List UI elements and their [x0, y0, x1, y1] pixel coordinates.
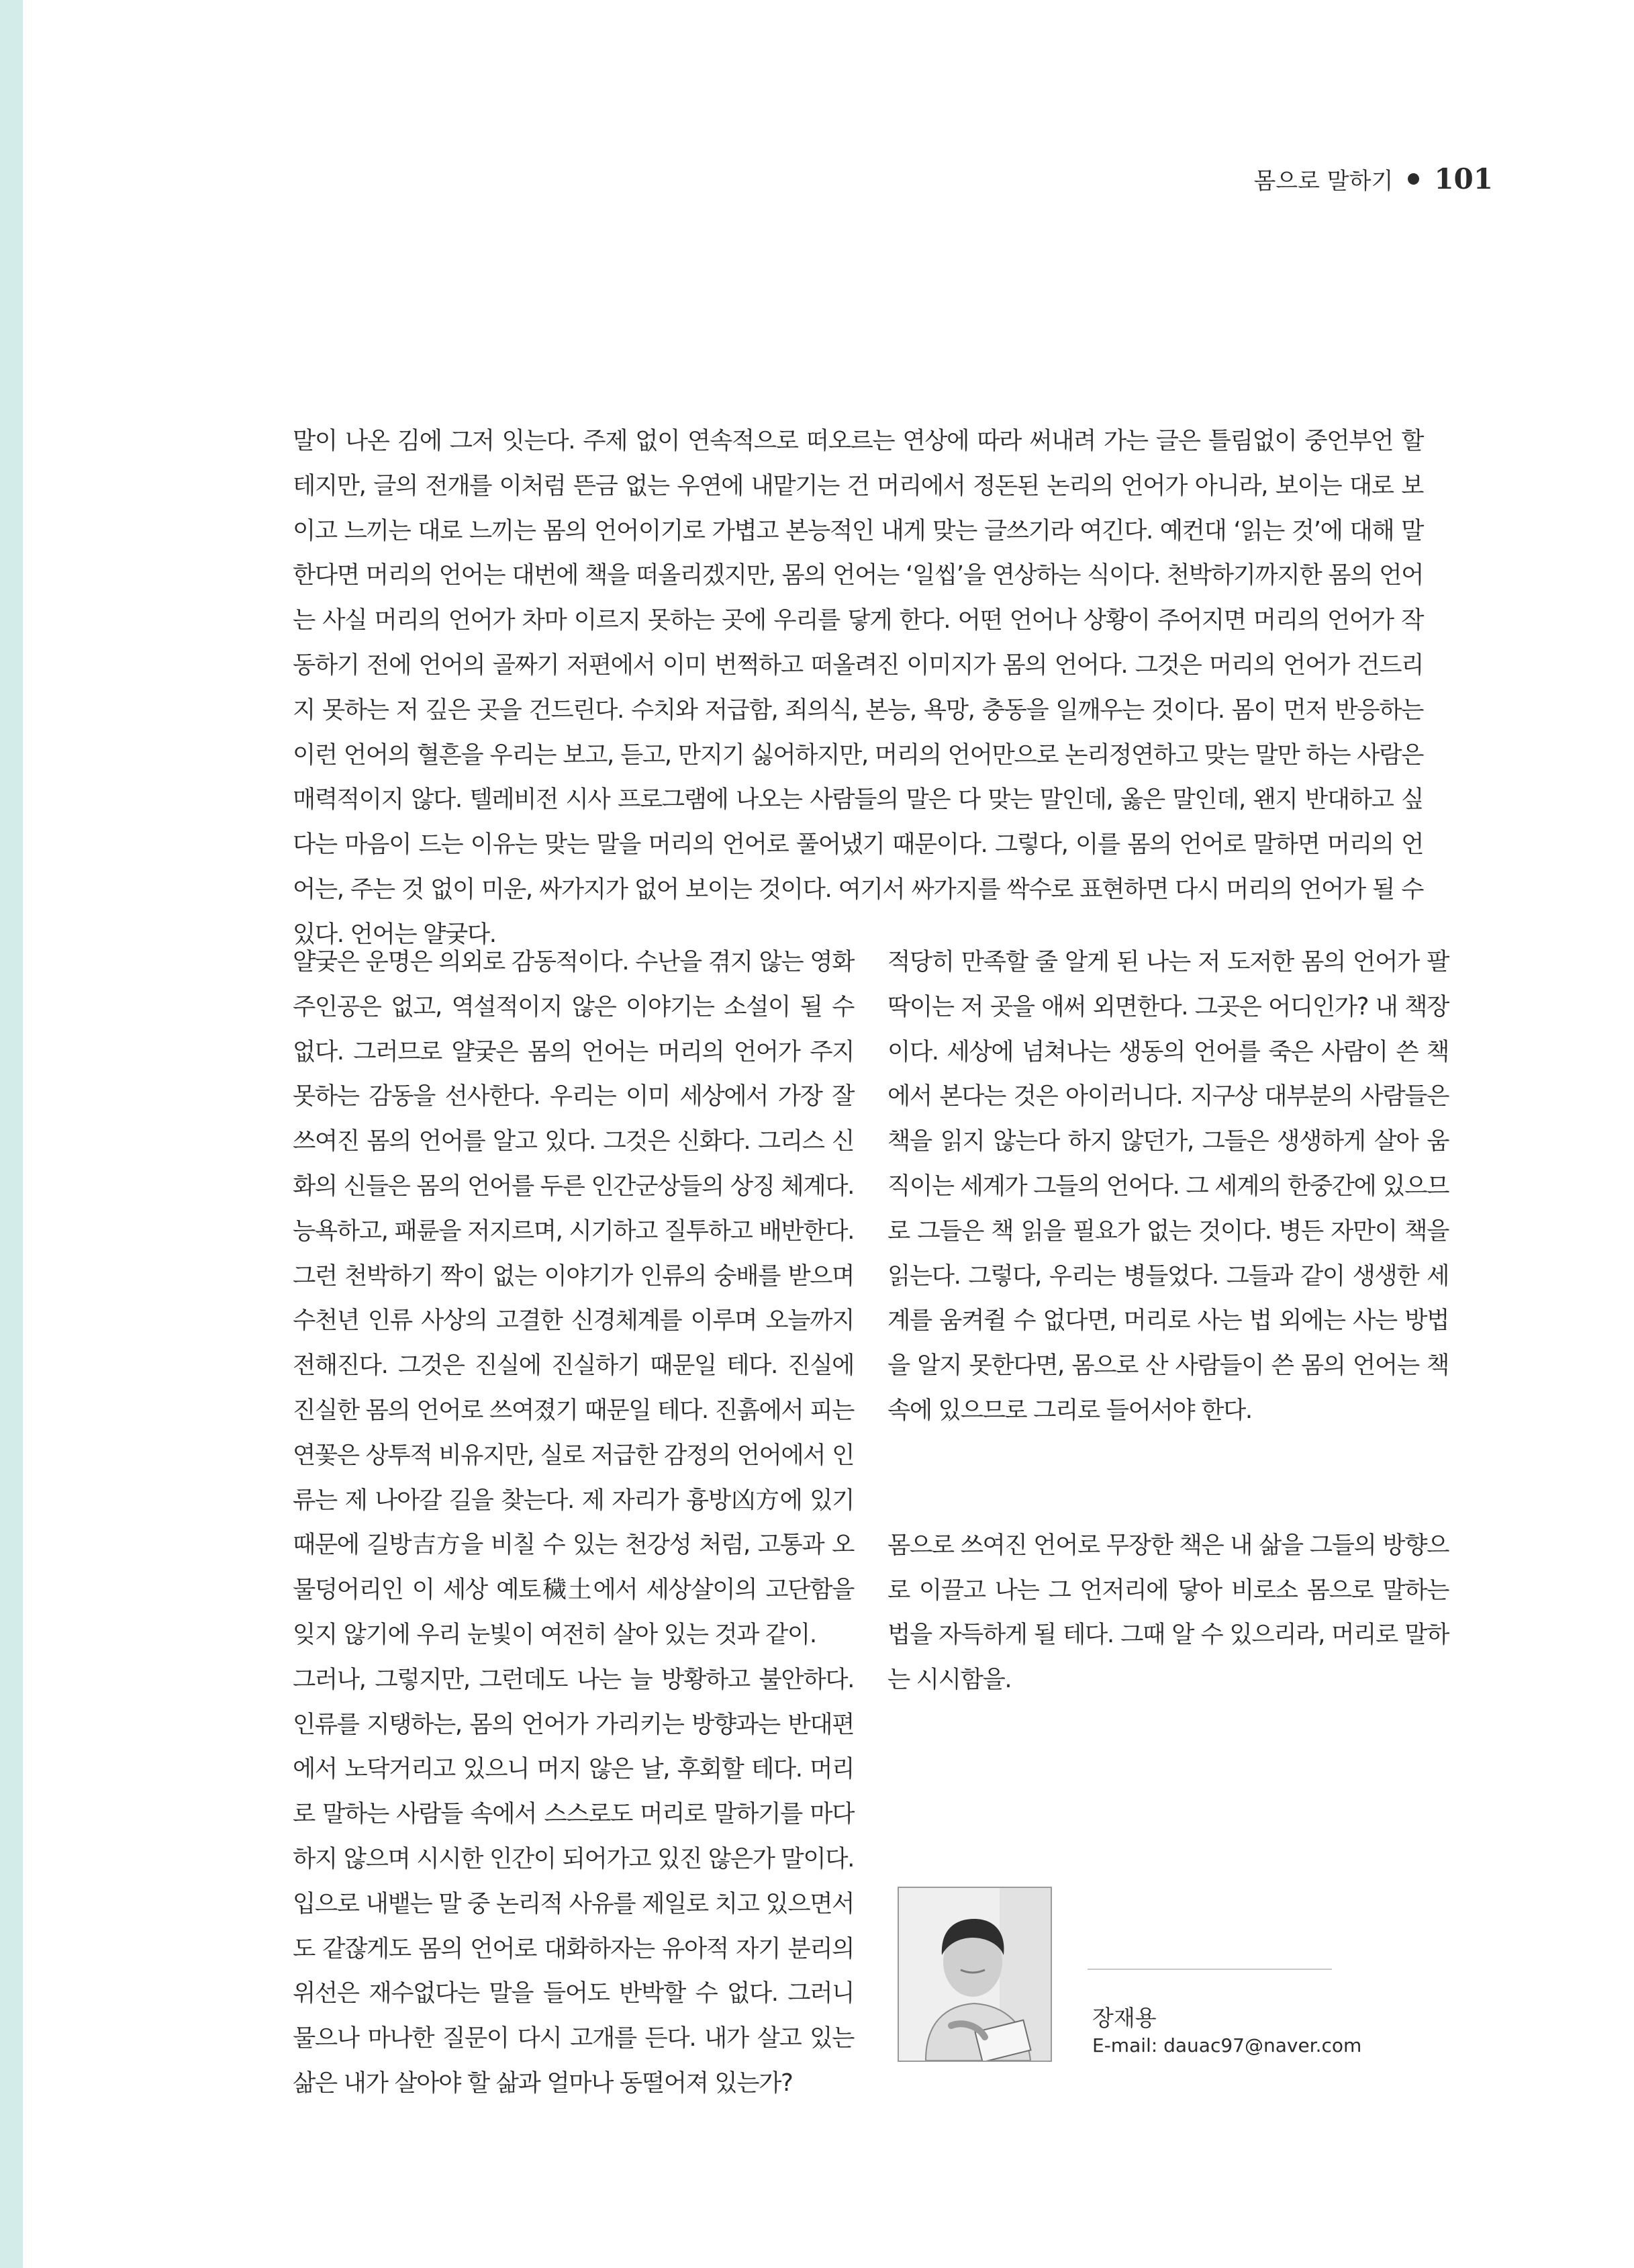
right-column — [887, 940, 1449, 1703]
page-number: 101 — [1434, 162, 1493, 195]
author-portrait-icon — [899, 1888, 1051, 2061]
left-column — [293, 940, 854, 2106]
running-header — [1253, 158, 1493, 199]
running-title: 몸으로 말하기 — [1253, 167, 1394, 195]
author-photo — [898, 1887, 1052, 2062]
left-paragraph-2: 그러나, 그렇지만, 그런데도 나는 늘 방황하고 불안하다. 인류를 지탱하는, 몸의 언어가 가리키는 방향과는 반대편에서 노닥거리고 있으니 머지 않은 날, 후회할 테다. 머리로 말하는 사람들 속에서 스스로도 머리로 말하기를 마다하지 않으며 시시한 인간이 되어가고 있진 않은가 말이다. 입으로 내뱉는 말 중 논리적 사유를 제일로 치고 있으면서도 같잖게도 몸의 언어로 대화하자는 유아적 자기 분리의 위선은 재수없다는 말을 들어도 반박할 수 없다. 그러니 물으나 마나한 질문이 다시 고개를 든다. 내가 살고 있는 삶은 내가 살아야 할 삶과 얼마나 동떨어져 있는가? — [293, 1665, 854, 2097]
right-paragraph-1: 적당히 만족할 줄 알게 된 나는 저 도저한 몸의 언어가 팔딱이는 저 곳을 애써 외면한다. 그곳은 어디인가? 내 책장이다. 세상에 넘쳐나는 생동의 언어를 죽은 사람이 쓴 책에서 본다는 것은 아이러니다. 지구상 대부분의 사람들은 책을 읽지 않는다 하지 않던가, 그들은 생생하게 살아 움직이는 세계가 그들의 언어다. 그 세계의 한중간에 있으므로 그들은 책 읽을 필요가 없는 것이다. 병든 자만이 책을 읽는다. 그렇다, 우리는 병들었다. 그들과 같이 생생한 세계를 움켜쥘 수 없다면, 머리로 사는 법 외에는 사는 방법을 알지 못한다면, 몸으로 산 사람들이 쓴 몸의 언어는 책 속에 있으므로 그리로 들어서야 한다. — [887, 948, 1449, 1424]
intro-paragraph: 말이 나온 김에 그저 잇는다. 주제 없이 연속적으로 떠오르는 연상에 따라 써내려 가는 글은 틀림없이 중언부언 할 테지만, 글의 전개를 이처럼 뜬금 없는 우연에 내맡기는 건 머리에서 정돈된 논리의 언어가 아니라, 보이는 대로 보이고 느끼는 대로 느끼는 몸의 언어이기로 가볍고 본능적인 내게 맞는 글쓰기라 여긴다. 예컨대 ‘읽는 것’에 대해 말한다면 머리의 언어는 대번에 책을 떠올리겠지만, 몸의 언어는 ‘일씹’을 연상하는 식이다. 천박하기까지한 몸의 언어는 사실 머리의 언어가 차마 이르지 못하는 곳에 우리를 닿게 한다. 어떤 언어나 상황이 주어지면 머리의 언어가 작동하기 전에 언어의 골짜기 저편에서 이미 번쩍하고 떠올려진 이미지가 몸의 언어다. 그것은 머리의 언어가 건드리지 못하는 저 깊은 곳을 건드린다. 수치와 저급함, 죄의식, 본능, 욕망, 충동을 일깨우는 것이다. 몸이 먼저 반응하는 이런 언어의 혈흔을 우리는 보고, 듣고, 만지기 싫어하지만, 머리의 언어만으로 논리정연하고 맞는 말만 하는 사람은 매력적이지 않다. 텔레비전 시사 프로그램에 나오는 사람들의 말은 다 맞는 말인데, 옳은 말인데, 왠지 반대하고 싶다는 마음이 드는 이유는 맞는 말을 머리의 언어로 풀어냈기 때문이다. 그렇다, 이를 몸의 언어로 말하면 머리의 언어는, 주는 것 없이 미운, 싸가지가 없어 보이는 것이다. 여기서 싸가지를 싹수로 표현하면 다시 머리의 언어가 될 수 있다. 언어는 얄궂다. — [293, 427, 1423, 948]
author-divider — [1088, 1969, 1332, 1970]
author-email: E-mail: dauac97@naver.com — [1092, 2034, 1362, 2057]
left-paragraph-1: 얄궂은 운명은 의외로 감동적이다. 수난을 겪지 않는 영화 주인공은 없고, 역설적이지 않은 이야기는 소설이 될 수 없다. 그러므로 얄궂은 몸의 언어는 머리의 언어가 주지 못하는 감동을 선사한다. 우리는 이미 세상에서 가장 잘 쓰여진 몸의 언어를 알고 있다. 그것은 신화다. 그리스 신화의 신들은 몸의 언어를 두른 인간군상들의 상징 체계다. 능욕하고, 패륜을 저지르며, 시기하고 질투하고 배반한다. 그런 천박하기 짝이 없는 이야기가 인류의 숭배를 받으며 수천년 인류 사상의 고결한 신경체계를 이루며 오늘까지 전해진다. 그것은 진실에 진실하기 때문일 테다. 진실에 진실한 몸의 언어로 쓰여졌기 때문일 테다. 진흙에서 피는 연꽃은 상투적 비유지만, 실로 저급한 감정의 언어에서 인류는 제 나아갈 길을 찾는다. 제 자리가 흉방凶方에 있기 때문에 길방吉方을 비칠 수 있는 천강성 처럼, 고통과 오물덩어리인 이 세상 예토穢土에서 세상살이의 고단함을 잊지 않기에 우리 눈빛이 여전히 살아 있는 것과 같이. — [293, 948, 854, 1648]
bullet-dot-icon — [1408, 173, 1419, 185]
right-paragraph-2: 몸으로 쓰여진 언어로 무장한 책은 내 삶을 그들의 방향으로 이끌고 나는 그 언저리에 닿아 비로소 몸으로 말하는 법을 자득하게 될 테다. 그때 알 수 있으리라, 머리로 말하는 시시함을. — [887, 1531, 1449, 1694]
author-name: 장재용 — [1092, 2005, 1157, 2031]
page-edge-strip — [0, 0, 23, 2268]
